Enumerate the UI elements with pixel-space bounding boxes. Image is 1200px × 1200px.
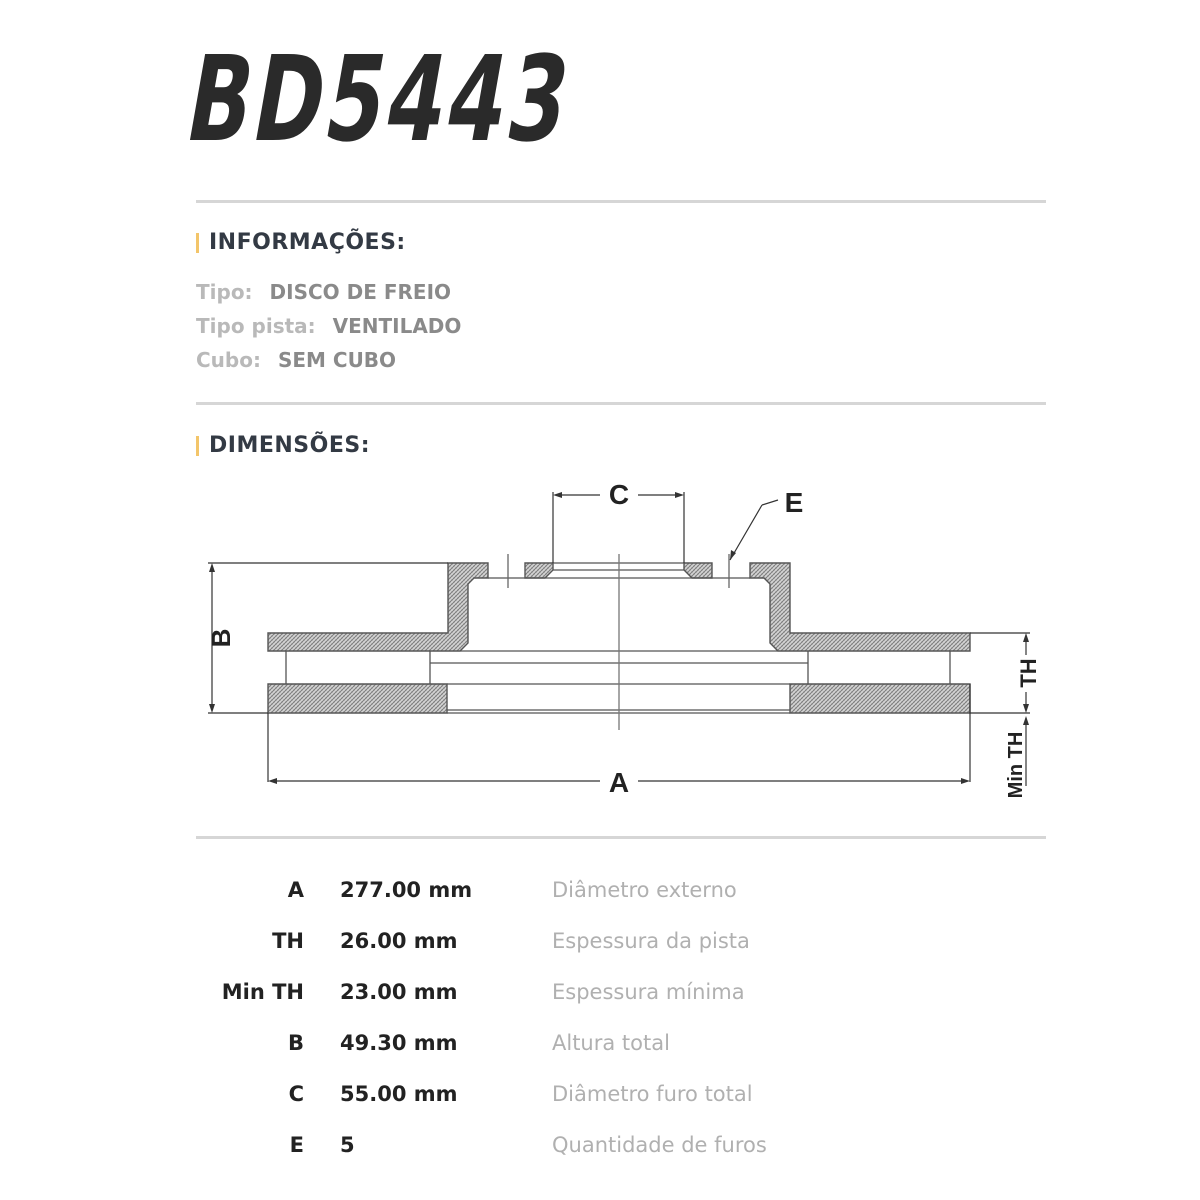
info-value: SEM CUBO: [277, 348, 397, 372]
spec-value: 26.00 mm: [340, 929, 458, 953]
label-min-th: Min TH: [1005, 731, 1027, 799]
info-row-cubo: [196, 348, 396, 372]
spec-key: TH: [272, 929, 304, 953]
spec-key: A: [287, 878, 304, 902]
spec-row: [196, 980, 896, 1010]
spec-value: 55.00 mm: [340, 1082, 458, 1106]
label-b: B: [206, 628, 236, 648]
spec-row: [196, 1031, 896, 1061]
label-e: E: [784, 487, 804, 518]
spec-key: B: [287, 1031, 304, 1055]
dimensions-heading-text: DIMENSÕES:: [209, 433, 370, 458]
info-label: Cubo:: [196, 348, 261, 372]
spec-description: Diâmetro furo total: [552, 1082, 753, 1106]
product-code-title: BD5443: [177, 30, 583, 168]
spec-description: Diâmetro externo: [552, 878, 737, 902]
info-value: DISCO DE FREIO: [269, 280, 452, 304]
spec-row: [196, 878, 896, 908]
spec-value: 23.00 mm: [340, 980, 458, 1004]
info-section-heading: [196, 230, 406, 255]
info-row-tipo: [196, 280, 451, 304]
divider: [196, 836, 1046, 839]
divider: [196, 200, 1046, 203]
info-row-tipo-pista: [196, 314, 461, 338]
label-a: A: [608, 767, 630, 798]
info-label: Tipo pista:: [196, 314, 316, 338]
divider: [196, 402, 1046, 405]
spec-row: [196, 1133, 896, 1163]
spec-key: E: [289, 1133, 304, 1157]
spec-value: 5: [340, 1133, 355, 1157]
spec-description: Espessura mínima: [552, 980, 745, 1004]
spec-key: C: [288, 1082, 304, 1106]
info-label: Tipo:: [196, 280, 253, 304]
spec-value: 49.30 mm: [340, 1031, 458, 1055]
label-th: TH: [1016, 658, 1041, 688]
spec-row: [196, 1082, 896, 1112]
info-value: VENTILADO: [332, 314, 462, 338]
spec-description: Altura total: [552, 1031, 670, 1055]
spec-description: Espessura da pista: [552, 929, 750, 953]
spec-row: [196, 929, 896, 959]
spec-description: Quantidade de furos: [552, 1133, 767, 1157]
spec-key: Min TH: [221, 980, 304, 1004]
brake-disc-cross-section-diagram: [190, 470, 1060, 820]
dimensions-section-heading: [196, 433, 370, 458]
info-heading-text: INFORMAÇÕES:: [209, 230, 406, 255]
label-c: C: [608, 479, 630, 510]
accent-bar: [196, 233, 199, 253]
spec-value: 277.00 mm: [340, 878, 473, 902]
accent-bar: [196, 436, 199, 456]
